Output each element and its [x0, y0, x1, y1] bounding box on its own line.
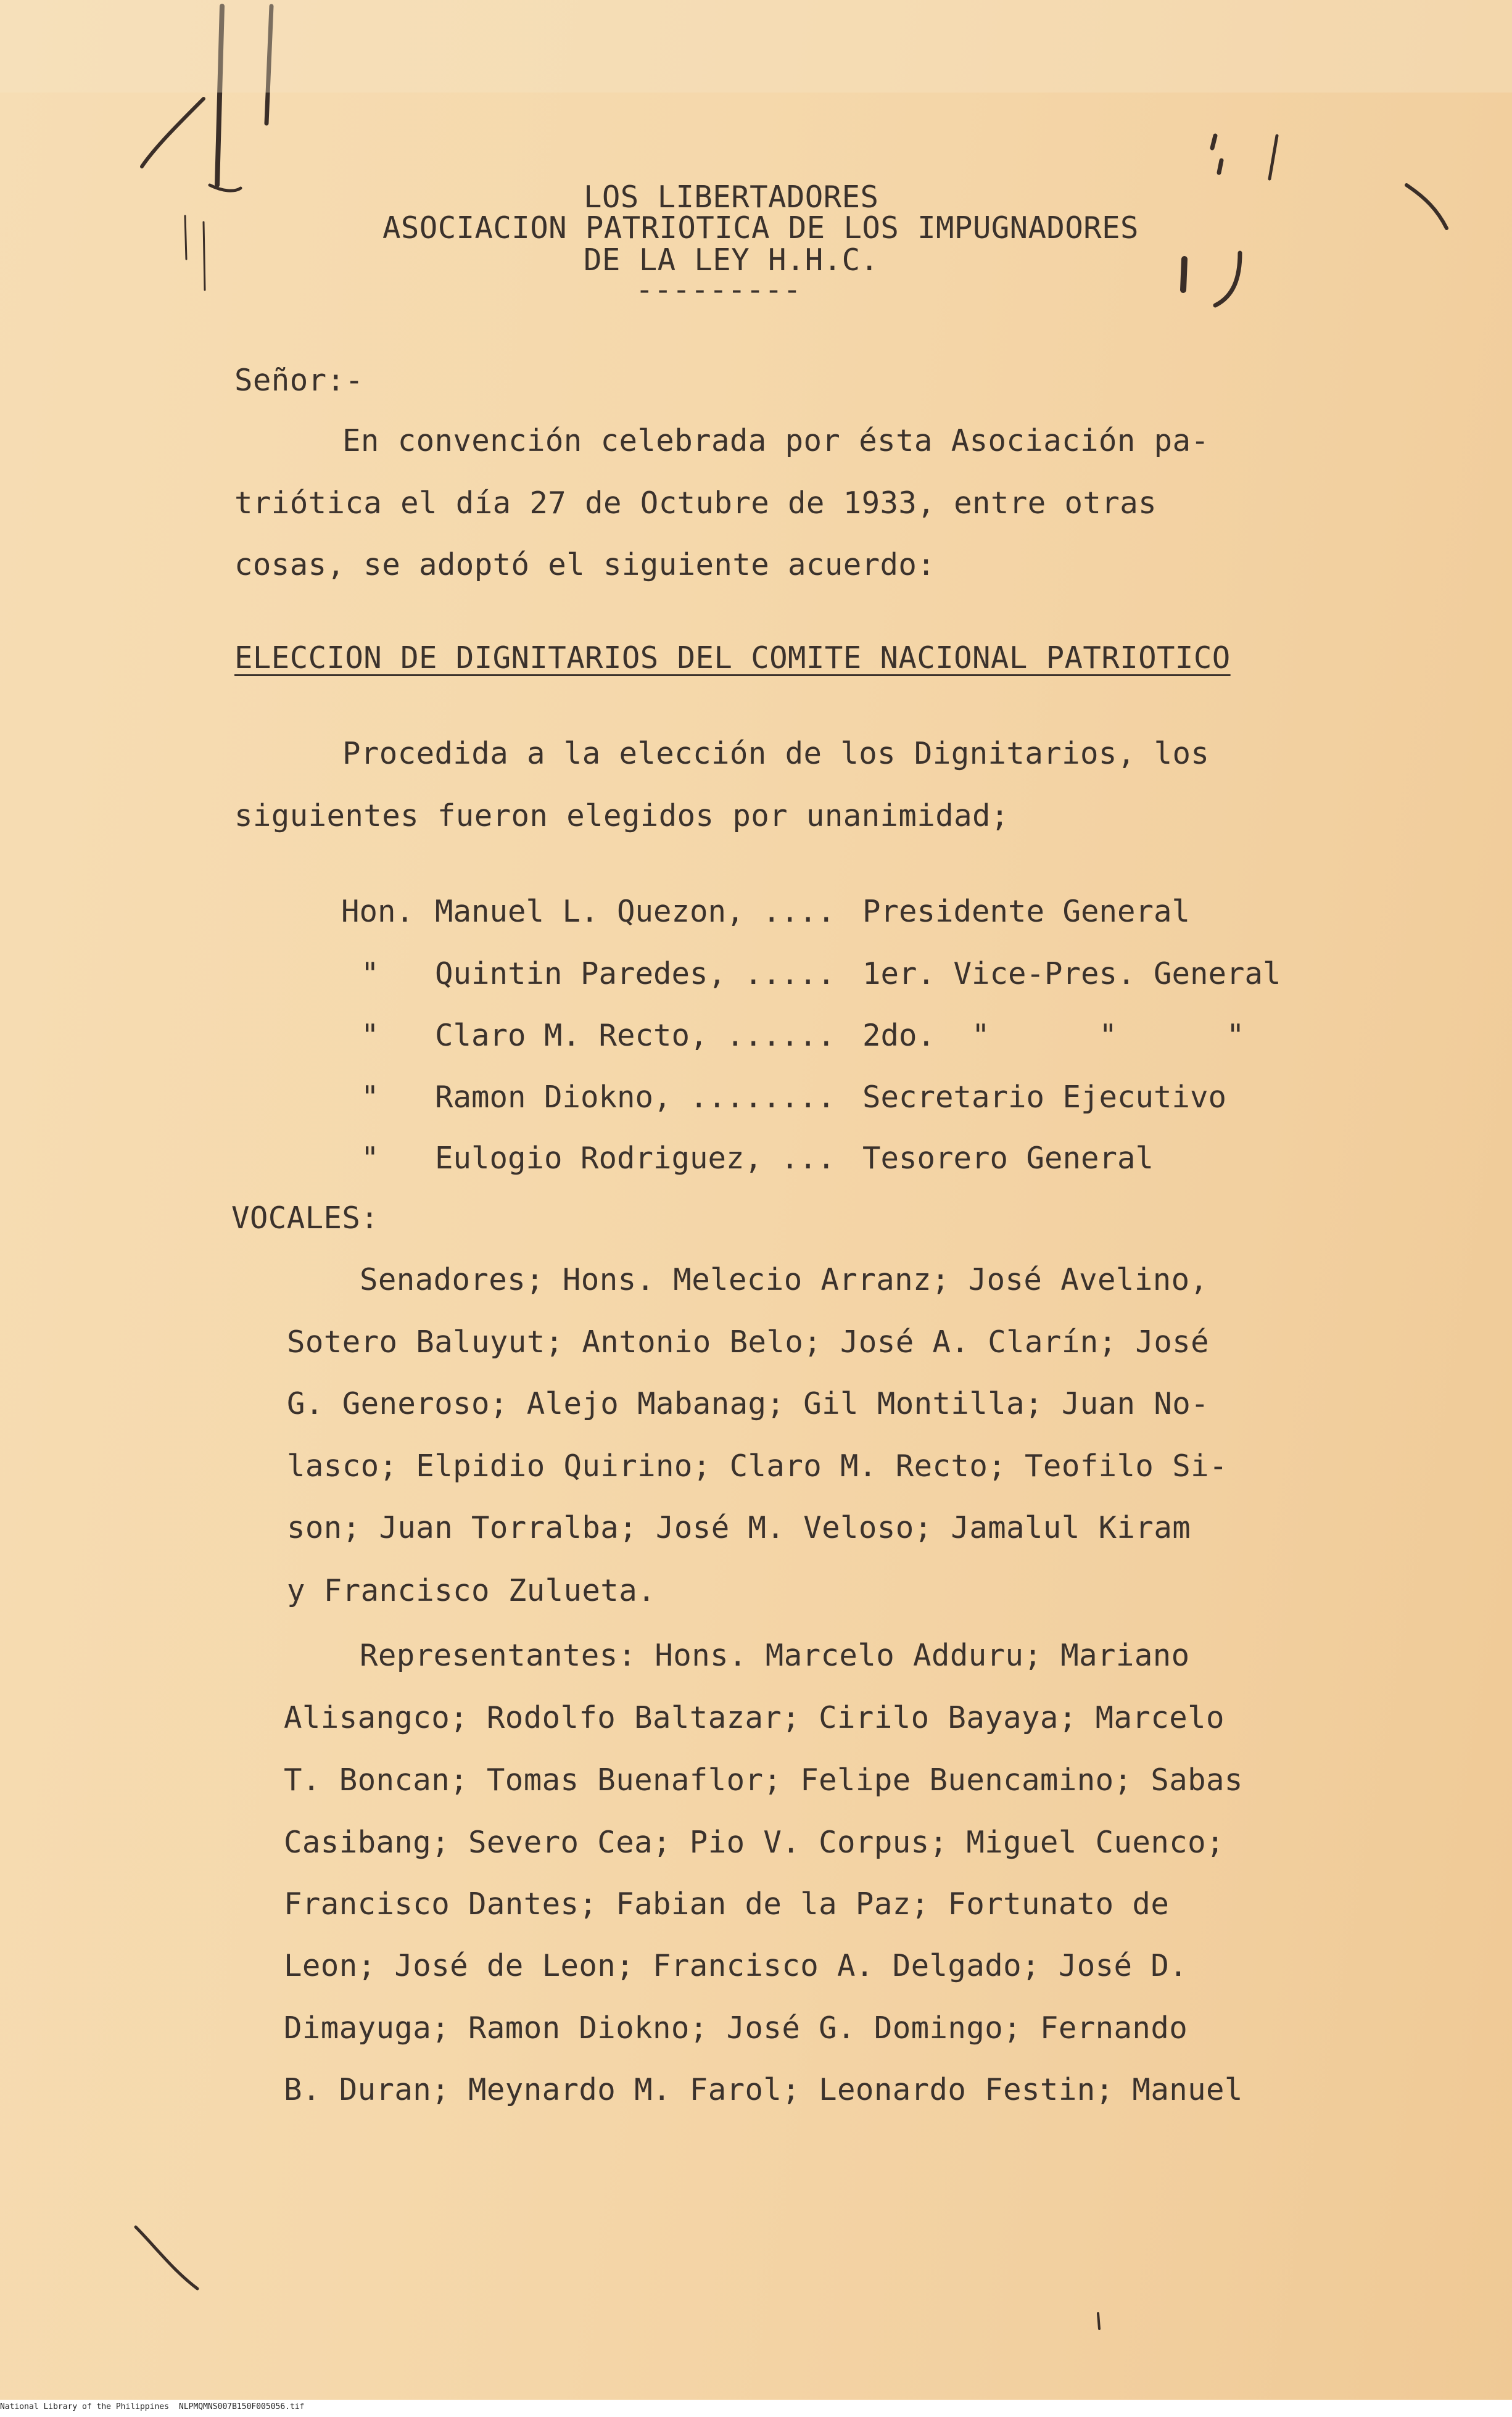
senadores-line-4: lasco; Elpidio Quirino; Claro M. Recto; Teofilo Si-: [287, 1448, 1228, 1484]
tear-shadow: [0, 0, 1512, 93]
representantes-line-8: B. Duran; Meynardo M. Farol; Leonardo Festin; Manuel: [284, 2072, 1243, 2107]
officer-title: 1er. Vice-Pres. General: [862, 956, 1281, 991]
bottom-left-ink-marks: [136, 2227, 1099, 2329]
representantes-line-3: T. Boncan; Tomas Buenaflor; Felipe Buencamino; Sabas: [284, 1762, 1243, 1798]
senadores-line-6: y Francisco Zulueta.: [287, 1573, 656, 1608]
header-rule: ---------: [635, 272, 802, 307]
representantes-line-4: Casibang; Severo Cea; Pio V. Corpus; Miguel Cuenco;: [284, 1825, 1225, 1860]
intro-line-2: triótica el día 27 de Octubre de 1933, entre otras: [234, 485, 1157, 521]
officer-name: Quintin Paredes, .....: [435, 956, 836, 991]
election-line-1: Procedida a la elección de los Dignitarios, los: [342, 736, 1210, 771]
footer-file-name: NLPMQMNS007B150F005056.tif: [179, 2402, 305, 2411]
vocales-label: VOCALES:: [231, 1200, 379, 1236]
election-line-2: siguientes fueron elegidos por unanimidad;: [234, 798, 1009, 833]
section-title: ELECCION DE DIGNITARIOS DEL COMITE NACIONAL PATRIOTICO: [234, 640, 1231, 676]
header-line-3: DE LA LEY H.H.C.: [584, 242, 879, 278]
officer-prefix: ": [361, 1141, 379, 1176]
officer-title: 2do. " " ": [862, 1018, 1245, 1053]
officer-prefix: ": [361, 1080, 379, 1115]
salutation: Señor:-: [234, 363, 364, 398]
representantes-line-6: Leon; José de Leon; Francisco A. Delgado; José D.: [284, 1948, 1188, 1983]
senadores-line-1: Senadores; Hons. Melecio Arranz; José Avelino,: [360, 1262, 1208, 1297]
senadores-line-5: son; Juan Torralba; José M. Veloso; Jamalul Kiram: [287, 1510, 1191, 1545]
senadores-line-2: Sotero Baluyut; Antonio Belo; José A. Clarín; José: [287, 1324, 1210, 1360]
representantes-line-5: Francisco Dantes; Fabian de la Paz; Fortunato de: [284, 1886, 1170, 1922]
footer-library-credit: National Library of the Philippines: [0, 2402, 169, 2411]
header-line-1: LOS LIBERTADORES: [584, 180, 879, 215]
officer-title: Secretario Ejecutivo: [862, 1080, 1227, 1115]
intro-line-1: En convención celebrada por ésta Asociación pa-: [342, 423, 1210, 458]
top-right-ink-marks: [1183, 136, 1447, 305]
officer-title: Presidente General: [862, 894, 1191, 929]
representantes-line-7: Dimayuga; Ramon Diokno; José G. Domingo; Fernando: [284, 2010, 1188, 2046]
officer-name: Eulogio Rodriguez, ...: [435, 1141, 836, 1176]
officer-prefix: Hon.: [341, 894, 415, 929]
officer-title: Tesorero General: [862, 1141, 1154, 1176]
representantes-line-1: Representantes: Hons. Marcelo Adduru; Mariano: [360, 1638, 1190, 1673]
representantes-line-2: Alisangco; Rodolfo Baltazar; Cirilo Bayaya; Marcelo: [284, 1700, 1225, 1735]
officer-name: Manuel L. Quezon, ....: [435, 894, 836, 929]
header-line-2: ASOCIACION PATRIOTICA DE LOS IMPUGNADORES: [382, 210, 1139, 246]
senadores-line-3: G. Generoso; Alejo Mabanag; Gil Montilla; Juan No-: [287, 1386, 1210, 1421]
top-left-ink-marks: [142, 6, 271, 290]
officer-prefix: ": [361, 956, 379, 991]
intro-line-3: cosas, se adoptó el siguiente acuerdo:: [234, 547, 936, 582]
officer-name: Claro M. Recto, ......: [435, 1018, 836, 1053]
officer-name: Ramon Diokno, ........: [435, 1080, 836, 1115]
officer-prefix: ": [361, 1018, 379, 1053]
